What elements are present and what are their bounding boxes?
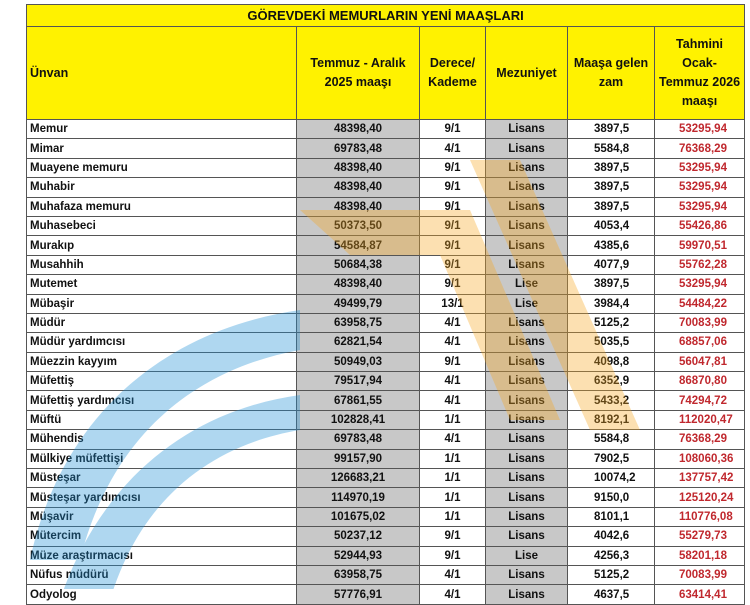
- cell-title: Mühendis: [27, 430, 297, 449]
- table-row: [27, 430, 745, 449]
- cell-education: Lisans: [486, 527, 568, 546]
- cell-raise: 4053,4: [568, 216, 655, 235]
- cell-title: Müsteşar: [27, 469, 297, 488]
- cell-estimate-2026: 58201,18: [655, 546, 745, 565]
- cell-salary-2025: 62821,54: [297, 333, 420, 352]
- cell-title: Müezzin kayyım: [27, 352, 297, 371]
- cell-education: Lisans: [486, 488, 568, 507]
- cell-grade: 9/1: [420, 178, 486, 197]
- salary-table: [26, 4, 745, 605]
- cell-estimate-2026: 74294,72: [655, 391, 745, 410]
- cell-raise: 3897,5: [568, 197, 655, 216]
- table-row: [27, 275, 745, 294]
- cell-salary-2025: 48398,40: [297, 120, 420, 139]
- cell-salary-2025: 50949,03: [297, 352, 420, 371]
- cell-education: Lisans: [486, 313, 568, 332]
- cell-estimate-2026: 54484,22: [655, 294, 745, 313]
- cell-raise: 8192,1: [568, 410, 655, 429]
- cell-salary-2025: 102828,41: [297, 410, 420, 429]
- cell-grade: 1/1: [420, 469, 486, 488]
- cell-grade: 9/1: [420, 216, 486, 235]
- cell-education: Lisans: [486, 178, 568, 197]
- cell-estimate-2026: 86870,80: [655, 372, 745, 391]
- cell-raise: 4385,6: [568, 236, 655, 255]
- table-row: [27, 313, 745, 332]
- table-body: [27, 120, 745, 605]
- cell-raise: 3897,5: [568, 275, 655, 294]
- cell-education: Lisans: [486, 449, 568, 468]
- table-row: [27, 255, 745, 274]
- cell-title: Müze araştırmacısı: [27, 546, 297, 565]
- cell-title: Müşavir: [27, 507, 297, 526]
- cell-education: Lisans: [486, 216, 568, 235]
- header-title: Ünvan: [27, 27, 297, 120]
- cell-grade: 9/1: [420, 120, 486, 139]
- cell-salary-2025: 67861,55: [297, 391, 420, 410]
- cell-estimate-2026: 55426,86: [655, 216, 745, 235]
- cell-title: Mülkiye müfettişi: [27, 449, 297, 468]
- table-row: [27, 391, 745, 410]
- table-row: [27, 236, 745, 255]
- cell-raise: 4256,3: [568, 546, 655, 565]
- cell-education: Lisans: [486, 507, 568, 526]
- cell-raise: 10074,2: [568, 469, 655, 488]
- cell-grade: 1/1: [420, 507, 486, 526]
- table-row: [27, 158, 745, 177]
- cell-estimate-2026: 53295,94: [655, 275, 745, 294]
- cell-education: Lisans: [486, 565, 568, 584]
- cell-salary-2025: 50373,50: [297, 216, 420, 235]
- cell-estimate-2026: 53295,94: [655, 197, 745, 216]
- cell-title: Memur: [27, 120, 297, 139]
- cell-salary-2025: 50237,12: [297, 527, 420, 546]
- cell-salary-2025: 79517,94: [297, 372, 420, 391]
- cell-raise: 3984,4: [568, 294, 655, 313]
- cell-estimate-2026: 55279,73: [655, 527, 745, 546]
- cell-raise: 5584,8: [568, 430, 655, 449]
- cell-title: Müfettiş yardımcısı: [27, 391, 297, 410]
- cell-grade: 4/1: [420, 313, 486, 332]
- cell-grade: 1/1: [420, 449, 486, 468]
- cell-raise: 6352,9: [568, 372, 655, 391]
- cell-salary-2025: 50684,38: [297, 255, 420, 274]
- cell-estimate-2026: 137757,42: [655, 469, 745, 488]
- cell-raise: 5035,5: [568, 333, 655, 352]
- cell-grade: 1/1: [420, 410, 486, 429]
- cell-education: Lisans: [486, 372, 568, 391]
- cell-title: Mimar: [27, 139, 297, 158]
- cell-estimate-2026: 70083,99: [655, 565, 745, 584]
- cell-estimate-2026: 68857,06: [655, 333, 745, 352]
- cell-raise: 5125,2: [568, 313, 655, 332]
- cell-grade: 4/1: [420, 565, 486, 584]
- cell-raise: 4098,8: [568, 352, 655, 371]
- cell-grade: 1/1: [420, 488, 486, 507]
- cell-title: Mütercim: [27, 527, 297, 546]
- cell-title: Muhasebeci: [27, 216, 297, 235]
- cell-estimate-2026: 55762,28: [655, 255, 745, 274]
- cell-grade: 9/1: [420, 275, 486, 294]
- cell-education: Lisans: [486, 197, 568, 216]
- cell-title: Musahhih: [27, 255, 297, 274]
- cell-education: Lisans: [486, 410, 568, 429]
- cell-estimate-2026: 108060,36: [655, 449, 745, 468]
- header-raise: Maaşa gelen zam: [568, 27, 655, 120]
- table-row: [27, 585, 745, 604]
- cell-title: Nüfus müdürü: [27, 565, 297, 584]
- cell-grade: 9/1: [420, 236, 486, 255]
- cell-grade: 9/1: [420, 197, 486, 216]
- cell-grade: 13/1: [420, 294, 486, 313]
- cell-education: Lise: [486, 275, 568, 294]
- cell-raise: 3897,5: [568, 120, 655, 139]
- header-grade: Derece/ Kademe: [420, 27, 486, 120]
- cell-estimate-2026: 76368,29: [655, 139, 745, 158]
- table-row: [27, 197, 745, 216]
- cell-education: Lise: [486, 294, 568, 313]
- cell-salary-2025: 126683,21: [297, 469, 420, 488]
- table-row: [27, 120, 745, 139]
- cell-salary-2025: 63958,75: [297, 313, 420, 332]
- cell-salary-2025: 99157,90: [297, 449, 420, 468]
- header-salary-2025: Temmuz - Aralık 2025 maaşı: [297, 27, 420, 120]
- cell-salary-2025: 69783,48: [297, 430, 420, 449]
- cell-salary-2025: 52944,93: [297, 546, 420, 565]
- cell-salary-2025: 54584,87: [297, 236, 420, 255]
- table-row: [27, 333, 745, 352]
- cell-raise: 3897,5: [568, 178, 655, 197]
- cell-salary-2025: 69783,48: [297, 139, 420, 158]
- cell-raise: 5433,2: [568, 391, 655, 410]
- table-row: [27, 410, 745, 429]
- cell-title: Odyolog: [27, 585, 297, 604]
- cell-title: Mutemet: [27, 275, 297, 294]
- cell-raise: 7902,5: [568, 449, 655, 468]
- cell-education: Lisans: [486, 255, 568, 274]
- cell-estimate-2026: 76368,29: [655, 430, 745, 449]
- cell-title: Muhabir: [27, 178, 297, 197]
- cell-raise: 5125,2: [568, 565, 655, 584]
- cell-raise: 4042,6: [568, 527, 655, 546]
- cell-grade: 4/1: [420, 391, 486, 410]
- cell-education: Lisans: [486, 120, 568, 139]
- cell-grade: 9/1: [420, 546, 486, 565]
- table-row: [27, 546, 745, 565]
- table-row: [27, 527, 745, 546]
- cell-estimate-2026: 53295,94: [655, 178, 745, 197]
- cell-title: Muhafaza memuru: [27, 197, 297, 216]
- cell-grade: 4/1: [420, 430, 486, 449]
- table-title: GÖREVDEKİ MEMURLARIN YENİ MAAŞLARI: [27, 5, 745, 27]
- cell-education: Lisans: [486, 158, 568, 177]
- cell-raise: 8101,1: [568, 507, 655, 526]
- cell-salary-2025: 114970,19: [297, 488, 420, 507]
- cell-grade: 4/1: [420, 139, 486, 158]
- cell-title: Müfettiş: [27, 372, 297, 391]
- cell-title: Murakıp: [27, 236, 297, 255]
- header-estimate-2026: Tahmini Ocak-Temmuz 2026 maaşı: [655, 27, 745, 120]
- cell-estimate-2026: 56047,81: [655, 352, 745, 371]
- cell-estimate-2026: 125120,24: [655, 488, 745, 507]
- cell-education: Lisans: [486, 333, 568, 352]
- cell-education: Lisans: [486, 139, 568, 158]
- cell-grade: 9/1: [420, 527, 486, 546]
- cell-education: Lisans: [486, 585, 568, 604]
- table-row: [27, 469, 745, 488]
- table-row: [27, 216, 745, 235]
- cell-raise: 4637,5: [568, 585, 655, 604]
- cell-title: Müftü: [27, 410, 297, 429]
- cell-raise: 4077,9: [568, 255, 655, 274]
- cell-salary-2025: 48398,40: [297, 178, 420, 197]
- cell-salary-2025: 48398,40: [297, 197, 420, 216]
- table-row: [27, 507, 745, 526]
- cell-raise: 5584,8: [568, 139, 655, 158]
- cell-title: Müsteşar yardımcısı: [27, 488, 297, 507]
- cell-salary-2025: 49499,79: [297, 294, 420, 313]
- cell-estimate-2026: 59970,51: [655, 236, 745, 255]
- table-row: [27, 372, 745, 391]
- cell-grade: 9/1: [420, 255, 486, 274]
- cell-title: Mübaşir: [27, 294, 297, 313]
- table-row: [27, 139, 745, 158]
- cell-salary-2025: 48398,40: [297, 158, 420, 177]
- cell-education: Lisans: [486, 391, 568, 410]
- cell-raise: 9150,0: [568, 488, 655, 507]
- cell-education: Lisans: [486, 236, 568, 255]
- cell-education: Lisans: [486, 352, 568, 371]
- table-row: [27, 178, 745, 197]
- cell-education: Lisans: [486, 469, 568, 488]
- table-row: [27, 294, 745, 313]
- cell-estimate-2026: 53295,94: [655, 120, 745, 139]
- cell-estimate-2026: 63414,41: [655, 585, 745, 604]
- cell-estimate-2026: 112020,47: [655, 410, 745, 429]
- cell-title: Müdür: [27, 313, 297, 332]
- cell-grade: 9/1: [420, 352, 486, 371]
- cell-grade: 4/1: [420, 372, 486, 391]
- cell-grade: 4/1: [420, 585, 486, 604]
- cell-title: Müdür yardımcısı: [27, 333, 297, 352]
- table-row: [27, 488, 745, 507]
- cell-estimate-2026: 53295,94: [655, 158, 745, 177]
- table-row: [27, 449, 745, 468]
- cell-salary-2025: 63958,75: [297, 565, 420, 584]
- table-row: [27, 352, 745, 371]
- cell-raise: 3897,5: [568, 158, 655, 177]
- header-education: Mezuniyet: [486, 27, 568, 120]
- cell-grade: 9/1: [420, 158, 486, 177]
- cell-salary-2025: 57776,91: [297, 585, 420, 604]
- table-row: [27, 565, 745, 584]
- cell-education: Lisans: [486, 430, 568, 449]
- cell-education: Lise: [486, 546, 568, 565]
- cell-estimate-2026: 110776,08: [655, 507, 745, 526]
- cell-grade: 4/1: [420, 333, 486, 352]
- cell-title: Muayene memuru: [27, 158, 297, 177]
- cell-salary-2025: 101675,02: [297, 507, 420, 526]
- cell-estimate-2026: 70083,99: [655, 313, 745, 332]
- cell-salary-2025: 48398,40: [297, 275, 420, 294]
